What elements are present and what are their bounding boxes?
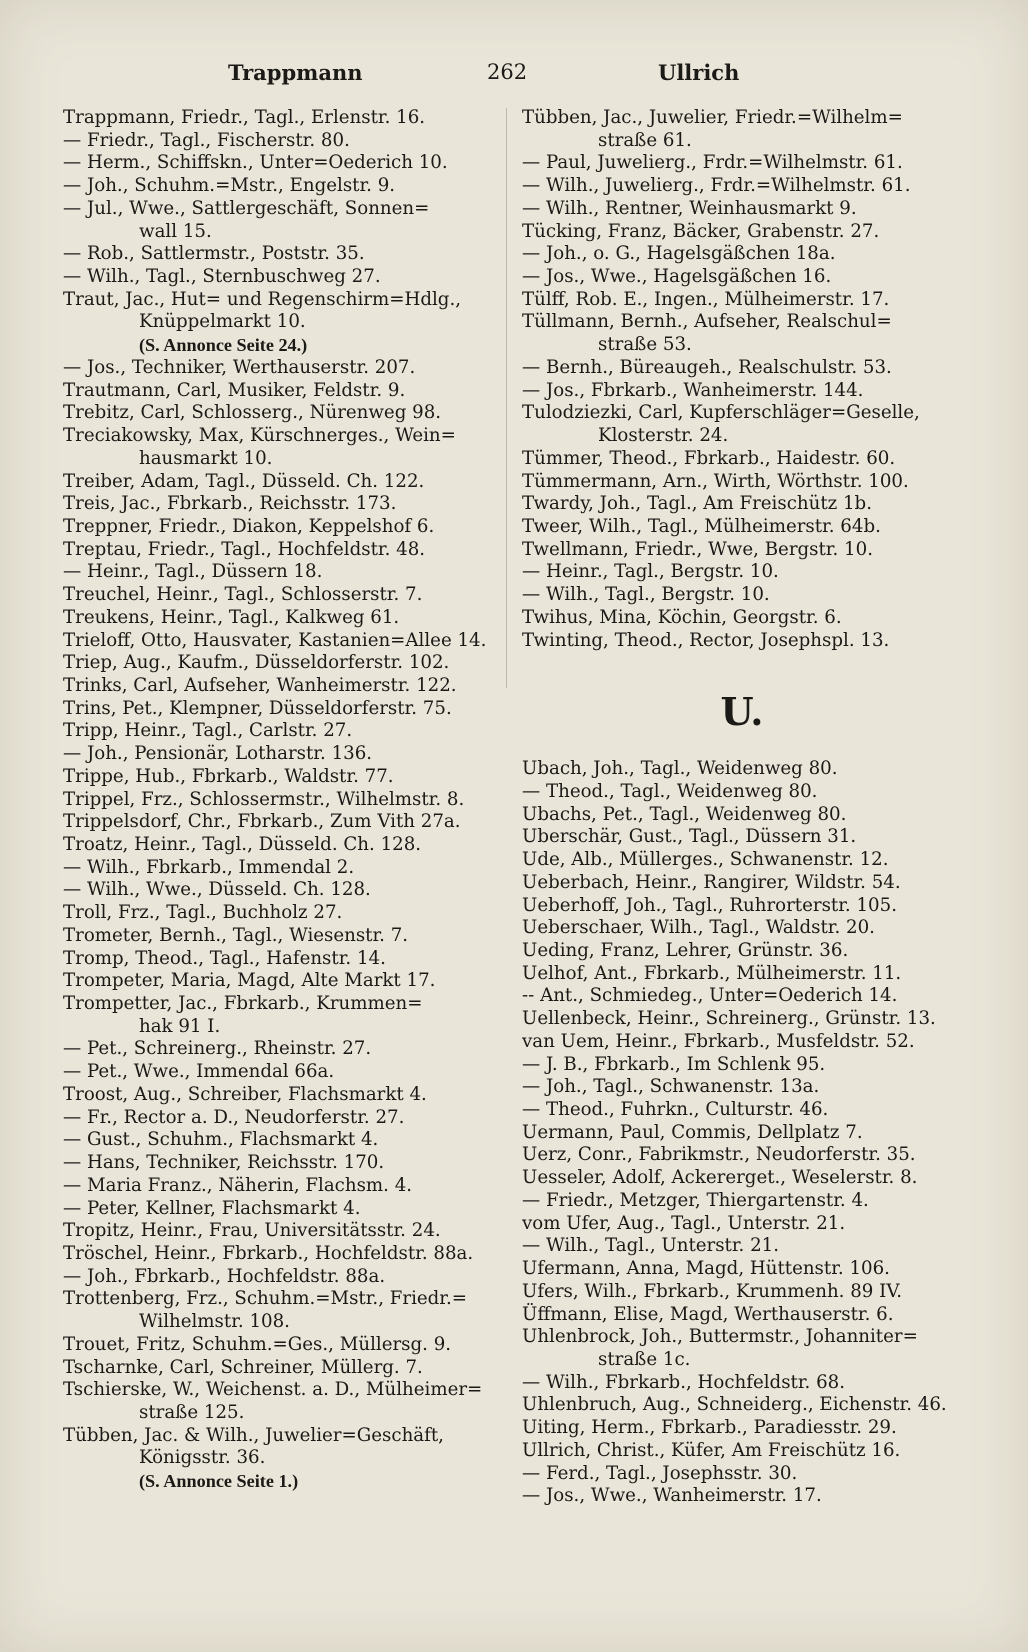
directory-entry-line: Wilhelmstr. 108.	[139, 1311, 290, 1333]
directory-entry-line: — Pet., Wwe., Immendal 66a.	[63, 1061, 335, 1083]
directory-entry-line: Ullrich, Christ., Küfer, Am Freischütz 16.	[522, 1439, 901, 1461]
directory-entry-line: Ubach, Joh., Tagl., Weidenweg 80.	[522, 758, 838, 780]
directory-entry-line: Ueberbach, Heinr., Rangirer, Wildstr. 54.	[522, 871, 901, 893]
directory-entry-line: — Bernh., Büreaugeh., Realschulstr. 53.	[522, 356, 892, 378]
right-column	[522, 107, 962, 1508]
directory-entry-line: Tücking, Franz, Bäcker, Grabenstr. 27.	[522, 220, 880, 242]
directory-entry-line: Twellmann, Friedr., Wwe, Bergstr. 10.	[522, 538, 873, 560]
directory-entry-line: wall 15.	[139, 220, 212, 242]
directory-entry-line: — Heinr., Tagl., Bergstr. 10.	[522, 561, 779, 583]
directory-entry-line: Knüppelmarkt 10.	[139, 311, 306, 333]
directory-entry-line: — Jos., Wwe., Wanheimerstr. 17.	[522, 1485, 822, 1507]
directory-entry-line: Uermann, Paul, Commis, Dellplatz 7.	[522, 1121, 863, 1143]
directory-entry-line: Trinks, Carl, Aufseher, Wanheimerstr. 122.	[63, 674, 457, 696]
header-left-name: Trappmann	[228, 60, 363, 85]
directory-entry-line: — Wilh., Tagl., Bergstr. 10.	[522, 584, 770, 606]
directory-entry-line: Trippelsdorf, Chr., Fbrkarb., Zum Vith 27a.	[63, 811, 461, 833]
directory-entry-line: — Maria Franz., Näherin, Flachsm. 4.	[63, 1174, 413, 1196]
directory-entry-line: — Friedr., Metzger, Thiergartenstr. 4.	[522, 1189, 869, 1211]
directory-entry-line: (S. Annonce Seite 24.)	[139, 335, 308, 356]
directory-entry-line: -- Ant., Schmiedeg., Unter=Oederich 14.	[522, 985, 898, 1007]
directory-entry-line: Trouet, Fritz, Schuhm.=Ges., Müllersg. 9.	[63, 1333, 452, 1355]
directory-entry-line: Trappmann, Friedr., Tagl., Erlenstr. 16.	[63, 107, 426, 128]
directory-entry-line: Tropitz, Heinr., Frau, Universitätsstr. 24.	[63, 1220, 441, 1242]
directory-entry-line: — Joh., Schuhm.=Mstr., Engelstr. 9.	[63, 175, 396, 197]
directory-entry-line: Twihus, Mina, Köchin, Georgstr. 6.	[522, 606, 842, 628]
directory-entry-line: — Heinr., Tagl., Düssern 18.	[63, 561, 323, 583]
directory-entry-line: — Paul, Juwelierg., Frdr.=Wilhelmstr. 61.	[522, 152, 903, 174]
directory-entry-line: Uhlenbruch, Aug., Schneiderg., Eichenstr. 46.	[522, 1394, 947, 1416]
directory-entry-line: Tscharnke, Carl, Schreiner, Müllerg. 7.	[63, 1356, 423, 1378]
directory-entry-line: Ubachs, Pet., Tagl., Weidenweg 80.	[522, 803, 847, 825]
directory-entry-line: Uesseler, Adolf, Ackererget., Weselerstr. 8.	[522, 1167, 918, 1189]
directory-entry-line: — Jos., Fbrkarb., Wanheimerstr. 144.	[522, 379, 864, 401]
directory-entry-line: — Ferd., Tagl., Josephsstr. 30.	[522, 1462, 798, 1484]
directory-entry-line: Triep, Aug., Kaufm., Düsseldorferstr. 102.	[63, 652, 450, 674]
directory-entry-line: Tümmermann, Arn., Wirth, Wörthstr. 100.	[522, 470, 909, 492]
directory-entry-line: Trompeter, Maria, Magd, Alte Markt 17.	[63, 970, 436, 992]
directory-entry-line: Traut, Jac., Hut= und Regenschirm=Hdlg.,	[63, 288, 462, 310]
directory-entry-line: — Joh., o. G., Hagelsgäßchen 18a.	[522, 243, 836, 265]
directory-entry-line: Uiting, Herm., Fbrkarb., Paradiesstr. 29.	[522, 1417, 897, 1439]
directory-entry-line: — Rob., Sattlermstr., Poststr. 35.	[63, 243, 365, 265]
directory-entry-line: — Joh., Pensionär, Lotharstr. 136.	[63, 743, 373, 765]
directory-entry-line: Üffmann, Elise, Magd, Werthauserstr. 6.	[522, 1303, 894, 1325]
directory-entry-line: Ueding, Franz, Lehrer, Grünstr. 36.	[522, 940, 849, 961]
directory-entry-line: — Jos., Wwe., Hagelsgäßchen 16.	[522, 266, 832, 288]
directory-entry-line: Troatz, Heinr., Tagl., Düsseld. Ch. 128.	[63, 834, 422, 855]
directory-entry-line: — Wilh., Wwe., Düsseld. Ch. 128.	[63, 879, 371, 901]
page-header	[60, 60, 960, 94]
directory-entry-line: — Friedr., Tagl., Fischerstr. 80.	[63, 129, 350, 151]
directory-entry-line: Uhlenbrock, Joh., Buttermstr., Johanniter=	[522, 1326, 918, 1348]
header-right-name: Ullrich	[658, 60, 740, 85]
directory-entry-line: Königsstr. 36.	[139, 1447, 266, 1469]
directory-entry-line: Tromp, Theod., Tagl., Hafenstr. 14.	[63, 947, 386, 969]
directory-entry-line: — Jul., Wwe., Sattlergeschäft, Sonnen=	[63, 197, 430, 219]
directory-entry-line: straße 1c.	[598, 1348, 691, 1370]
directory-entry-line: Trieloff, Otto, Hausvater, Kastanien=Allee 14.	[63, 629, 487, 651]
directory-entry-line: Tschierske, W., Weichenst. a. D., Mülheimer=	[63, 1379, 483, 1401]
directory-entry-line: Ufermann, Anna, Magd, Hüttenstr. 106.	[522, 1258, 890, 1280]
directory-entry-line: vom Ufer, Aug., Tagl., Unterstr. 21.	[522, 1212, 846, 1234]
directory-entry-line: Ueberhoff, Joh., Tagl., Ruhrorterstr. 105.	[522, 894, 897, 916]
left-column	[63, 107, 493, 1493]
directory-entry-line: Ueberschaer, Wilh., Tagl., Waldstr. 20.	[522, 917, 875, 939]
directory-entry-line: Tulodziezki, Carl, Kupferschläger=Geselle,	[522, 402, 920, 424]
directory-entry-line: Troost, Aug., Schreiber, Flachsmarkt 4.	[63, 1083, 427, 1105]
directory-entry-line: — Joh., Tagl., Schwanenstr. 13a.	[522, 1076, 820, 1098]
directory-entry-line: van Uem, Heinr., Fbrkarb., Musfeldstr. 52.	[522, 1030, 915, 1052]
directory-entry-line: Uerz, Conr., Fabrikmstr., Neudorferstr. 35.	[522, 1144, 916, 1166]
directory-entry-line: Treptau, Friedr., Tagl., Hochfeldstr. 48.	[63, 538, 426, 560]
directory-entry-line: — Jos., Techniker, Werthauserstr. 207.	[63, 356, 416, 378]
directory-entry-line: Trins, Pet., Klempner, Düsseldorferstr. 75.	[63, 697, 452, 719]
directory-entry-line: — Gust., Schuhm., Flachsmarkt 4.	[63, 1129, 379, 1151]
directory-entry-line: Tweer, Wilh., Tagl., Mülheimerstr. 64b.	[522, 515, 881, 537]
right-column-top-entries	[522, 107, 962, 652]
directory-entry-line: Tübben, Jac., Juwelier, Friedr.=Wilhelm=	[522, 107, 903, 128]
directory-entry-line: straße 61.	[598, 129, 692, 151]
directory-entry-line: — Theod., Tagl., Weidenweg 80.	[522, 780, 818, 802]
directory-entry-line: — Wilh., Rentner, Weinhausmarkt 9.	[522, 197, 857, 219]
directory-entry-line: Uelhof, Ant., Fbrkarb., Mülheimerstr. 11.	[522, 962, 902, 984]
section-letter: U.	[720, 689, 764, 735]
directory-entry-line: hak 91 I.	[139, 1015, 221, 1037]
directory-entry-line: Klosterstr. 24.	[598, 425, 729, 447]
directory-entry-line: straße 125.	[139, 1401, 245, 1423]
directory-entry-line: hausmarkt 10.	[139, 447, 273, 469]
directory-entry-line: — Herm., Schiffskn., Unter=Oederich 10.	[63, 152, 448, 174]
directory-entry-line: Tüllmann, Bernh., Aufseher, Realschul=	[522, 311, 892, 333]
directory-entry-line: — Wilh., Fbrkarb., Hochfeldstr. 68.	[522, 1371, 846, 1393]
directory-entry-line: — Wilh., Juwelierg., Frdr.=Wilhelmstr. 61.	[522, 175, 911, 197]
directory-entry-line: Treciakowsky, Max, Kürschnerges., Wein=	[63, 425, 456, 447]
directory-entry-line: — Joh., Fbrkarb., Hochfeldstr. 88a.	[63, 1265, 386, 1287]
directory-entry-line: Treukens, Heinr., Tagl., Kalkweg 61.	[63, 606, 400, 628]
directory-entry-line: Trompetter, Jac., Fbrkarb., Krummen=	[63, 993, 423, 1015]
directory-entry-line: Trautmann, Carl, Musiker, Feldstr. 9.	[63, 379, 406, 401]
directory-entry-line: Ude, Alb., Müllerges., Schwanenstr. 12.	[522, 849, 889, 871]
right-column-bottom-entries	[522, 758, 962, 1508]
directory-entry-line: — Theod., Fuhrkn., Culturstr. 46.	[522, 1099, 829, 1121]
directory-entry-line: Trippel, Frz., Schlossermstr., Wilhelmstr. 8.	[63, 788, 465, 810]
directory-entry-line: — Fr., Rector a. D., Neudorferstr. 27.	[63, 1106, 405, 1128]
directory-entry-line: Uberschär, Gust., Tagl., Düssern 31.	[522, 826, 857, 848]
directory-entry-line: Tröschel, Heinr., Fbrkarb., Hochfeldstr. 88a.	[63, 1242, 474, 1264]
directory-entry-line: — Wilh., Tagl., Sternbuschweg 27.	[63, 266, 381, 288]
directory-entry-line: — Wilh., Fbrkarb., Immendal 2.	[63, 856, 355, 878]
directory-entry-line: Treuchel, Heinr., Tagl., Schlosserstr. 7.	[63, 584, 423, 606]
directory-entry-line: Tripp, Heinr., Tagl., Carlstr. 27.	[63, 720, 353, 742]
page-number: 262	[487, 60, 528, 84]
directory-entry-line: Trebitz, Carl, Schlosserg., Nürenweg 98.	[63, 402, 442, 424]
directory-entry-line: Tübben, Jac. & Wilh., Juwelier=Geschäft,	[63, 1424, 444, 1446]
directory-entry-line: Uellenbeck, Heinr., Schreinerg., Grünstr. 13.	[522, 1008, 936, 1030]
directory-entry-line: — J. B., Fbrkarb., Im Schlenk 95.	[522, 1053, 826, 1075]
directory-entry-line: Ufers, Wilh., Fbrkarb., Krummenh. 89 IV.	[522, 1280, 903, 1302]
directory-entry-line: — Peter, Kellner, Flachsmarkt 4.	[63, 1197, 361, 1219]
directory-entry-line: Treis, Jac., Fbrkarb., Reichsstr. 173.	[63, 493, 397, 515]
directory-entry-line: — Hans, Techniker, Reichsstr. 170.	[63, 1152, 385, 1174]
directory-entry-line: Trottenberg, Frz., Schuhm.=Mstr., Friedr.=	[63, 1288, 468, 1310]
directory-entry-line: Tülff, Rob. E., Ingen., Mülheimerstr. 17.	[522, 288, 890, 310]
column-divider	[506, 108, 507, 688]
directory-entry-line: Twardy, Joh., Tagl., Am Freischütz 1b.	[522, 493, 872, 515]
directory-entry-line: Twinting, Theod., Rector, Josephspl. 13.	[522, 629, 890, 651]
directory-entry-line: — Pet., Schreinerg., Rheinstr. 27.	[63, 1038, 372, 1060]
directory-entry-line: Treiber, Adam, Tagl., Düsseld. Ch. 122.	[63, 470, 425, 492]
directory-entry-line: straße 53.	[598, 334, 692, 356]
directory-entry-line: (S. Annonce Seite 1.)	[139, 1471, 299, 1492]
directory-entry-line: Trometer, Bernh., Tagl., Wiesenstr. 7.	[63, 924, 409, 946]
directory-entry-line: — Wilh., Tagl., Unterstr. 21.	[522, 1235, 780, 1257]
directory-entry-line: Troll, Frz., Tagl., Buchholz 27.	[63, 902, 343, 924]
directory-entry-line: Trippe, Hub., Fbrkarb., Waldstr. 77.	[63, 765, 394, 787]
directory-entry-line: Treppner, Friedr., Diakon, Keppelshof 6.	[63, 515, 435, 537]
directory-entry-line: Tümmer, Theod., Fbrkarb., Haidestr. 60.	[522, 447, 896, 469]
